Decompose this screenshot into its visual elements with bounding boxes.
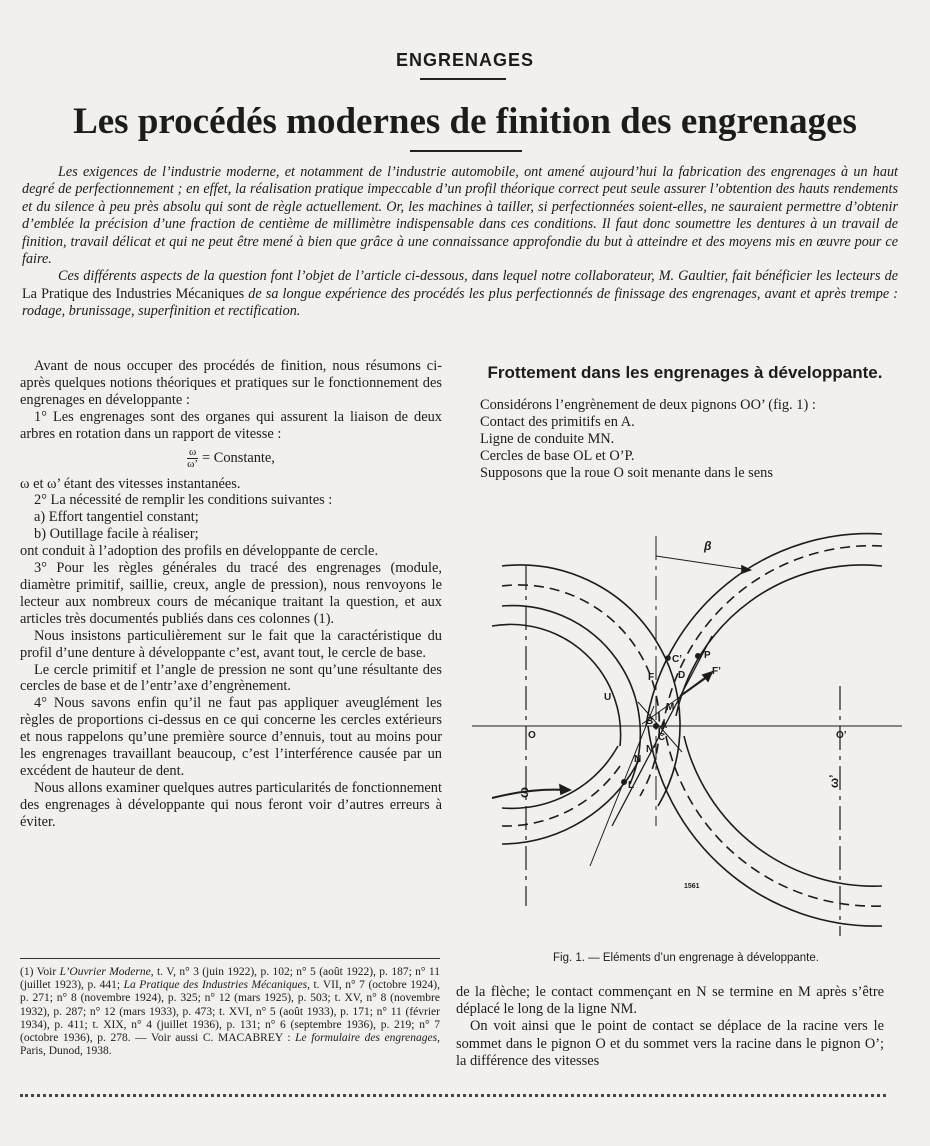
introduction <box>22 164 898 321</box>
paragraph: ont conduit à l’adoption des profils en développante de cercle. <box>20 543 379 560</box>
point-c <box>666 656 670 660</box>
left-gear-circle <box>502 606 640 784</box>
right-gear-circle <box>684 736 882 886</box>
right-gear-circle <box>662 546 882 736</box>
text-line: Considérons l’engrènement de deux pignons OO’ (fig. 1) : <box>480 397 816 413</box>
label-c: C <box>658 732 666 743</box>
label-n: N <box>634 754 642 765</box>
speed-ratio-formula <box>20 447 442 470</box>
paragraph: ω et ω’ étant des vitesses instantanées. <box>20 475 241 492</box>
label-omega-prime: ω’ <box>827 774 841 788</box>
point-l <box>622 780 626 784</box>
footnote-divider <box>20 958 440 959</box>
label-f: F <box>648 672 655 683</box>
fraction <box>187 447 198 470</box>
rubric-underline <box>420 78 506 80</box>
paragraph: 3° Pour les règles générales du tracé des engrenages (module, diamètre primitif, saillie, creux, angle de pression), nous renvoyons le lecteur aux nombreux cours de mécanique traitant la question, et aux articles très documentés publiés dans ces colonnes (1). <box>20 560 442 627</box>
left-gear-circle <box>502 746 618 808</box>
label-o: O <box>528 730 536 741</box>
paragraph: Nous allons examiner quelques autres particularités de fonctionnement des engrenages à développante qui nous feront voir d’autres erreurs à éviter. <box>20 779 443 830</box>
right-column-continued <box>456 984 884 1070</box>
left-gear-circle <box>502 758 640 844</box>
publication-name: La Pratique des Industries Mécaniques <box>22 285 245 302</box>
left-column <box>20 358 442 831</box>
paragraph: Le cercle primitif et l’angle de pression ne sont qu’une résultante des cercles de base et de l’entr’axe d’engrènement. <box>20 661 442 695</box>
beta-arrow <box>656 556 750 570</box>
list-item: a) Effort tangentiel constant; <box>34 509 199 526</box>
right-gear-circle <box>648 726 882 926</box>
paragraph: 1° Les engrenages sont des organes qui assurent la liaison de deux arbres en rotation dans un rapport de vitesse : <box>20 408 442 442</box>
construction-line <box>590 706 654 866</box>
footnote-title: L’Ouvrier Moderne <box>59 966 151 978</box>
paragraph: Avant de nous occuper des procédés de finition, nous résumons ci-après quelques notions théoriques et pratiques sur le fonctionnement des engrenages en développante : <box>20 358 442 408</box>
paragraph: 2° La nécessité de remplir les conditions suivantes : <box>34 492 333 509</box>
point-a <box>654 724 658 728</box>
label-p: P <box>704 650 711 661</box>
label-o-prime: O’ <box>836 730 847 741</box>
page-bottom-rule <box>20 1094 886 1097</box>
left-gear-circle <box>492 624 621 746</box>
label-beta: β <box>704 539 712 553</box>
text-line: Cercles de base OL et O’P. <box>480 448 635 464</box>
label-a: A <box>660 720 668 731</box>
intro-paragraph-1: Les exigences de l’industrie moderne, et notamment de l’industrie automobile, ont amené aujourd’hui la fabrication des engrenages à un haut degré de perfectionnement ; en effet, la réalisation pratique impeccable d’un profil théorique correct peut seule assurer l’obtention des hauts rendements et du silence à peu près absolu qui sont de règle actuellement. Or, les machines à tailler, si perfectionnées soient-elles, ne sauraient permettre d’obtenir d’emblée la précision d’une fraction de centième de millimètre indispensable dans ces conditions. Il faut donc soumettre les dentures à un travail de finition, travail délicat et qui ne peut être mené à bien que grâce à une connaissance approfondie du but à atteindre et des moyens mis en œuvre pour ce faire. <box>22 164 898 268</box>
footnote-text: (1) Voir <box>20 966 60 978</box>
right-gear-circle <box>666 736 882 906</box>
intro-text: Ces différents aspects de la question font l’objet de l’article ci-dessous, dans lequel notre collaborateur, M. Gaultier, fait bénéficier les lecteurs de <box>58 268 898 285</box>
footnote-title: La Pratique des Industries Mécaniques <box>123 979 308 992</box>
label-u: U <box>604 692 612 703</box>
footnote-text: , t. V, n° 3 (juin 1922), p. 102; n° 5 (août 1922), p. 187; n° 11 (juillet 1923), p. 441; <box>20 966 440 992</box>
point-p <box>696 654 700 658</box>
formula-text: = Constante, <box>202 449 275 466</box>
intro-paragraph-2 <box>22 268 898 320</box>
label-f-prime: F’ <box>712 666 721 677</box>
list-item: b) Outillage facile à réaliser; <box>34 526 199 543</box>
intro-text: de sa longue expérience des procédés les plus perfectionnés de finissage des engrenages, avant et après trempe : rodage, brunissage, superfinition et rectification. <box>22 285 898 320</box>
text-line: Supposons que la roue O soit menante dans le sens <box>480 465 773 481</box>
label-omega: ω <box>516 787 531 798</box>
figure-caption: Fig. 1. — Eléments d’un engrenage à développante. <box>553 952 819 964</box>
footnote-text: , Paris, Dunod, 1938. <box>20 1032 440 1058</box>
footnote <box>20 966 440 1058</box>
right-column <box>480 362 890 482</box>
paragraph: On voit ainsi que le point de contact se déplace de la racine vers le sommet dans le pignon O et du sommet vers la racine dans le pignon O’; la différence des vitesses <box>456 1018 884 1069</box>
paragraph: de la flèche; le contact commençant en N se termine en M après s’être déplacé le long de la ligne NM. <box>456 984 884 1018</box>
paragraph: Nous insistons particulièrement sur le fait que la caractéristique du profil d’une denture à développante c’est, avant tout, le cercle de base. <box>20 627 442 661</box>
article-title: Les procédés modernes de finition des engrenages <box>73 101 857 142</box>
rotation-arrowhead <box>560 785 570 794</box>
section-title: Frottement dans les engrenages à développante. <box>487 363 883 382</box>
label-b: B <box>646 716 654 727</box>
beta-arrowhead <box>742 566 750 573</box>
label-l: L <box>628 780 635 791</box>
label-c-prime: C’ <box>672 654 682 665</box>
numerator: ω <box>188 445 197 458</box>
section-rubric: ENGRENAGES <box>395 50 535 70</box>
label-m: M <box>666 702 675 713</box>
text-line: Ligne de conduite MN. <box>480 431 615 447</box>
label-n-prime: N’ <box>646 744 656 755</box>
title-underline <box>410 150 522 152</box>
gear-diagram <box>462 526 910 946</box>
label-d: D <box>678 670 686 681</box>
footnote-text: , t. VII, n° 7 (octobre 1924), p. 271; n° 8 (novembre 1924), p. 325; n° 12 (mars 1925), p. 503; t. XV, n° 8 (novembre 1932), p. 287; n° 12 (mars 1933), p. 473; t. XVI, n° 5 (août 1933), p. 171; n° 11 (février 1934), p. 411; t. XIX, n° 4 (juillet 1936), p. 131; n° 6 (septembre 1936), p. 219; n° 7 (octobre 1936), p. 278. — Voir aussi C. MACABREY : <box>20 979 440 1045</box>
text-line: Contact des primitifs en A. <box>480 414 635 430</box>
right-gear-circle <box>676 565 882 716</box>
paragraph: 4° Nous savons enfin qu’il ne faut pas appliquer aveuglément les règles de proportions ci-dessus en ce qui concerne les cercles extérieurs et nous rappelons qu’une première source d’ennuis, tout au moins pour les engrenages travaillant beaucoup, c’est l’interférence causée par un excédent de hauteur de dent. <box>20 695 442 779</box>
footnote-title: Le formulaire des engrenages <box>295 1032 438 1045</box>
draftsman-signature: 1561 <box>684 883 700 890</box>
denominator: ω’ <box>187 457 199 470</box>
